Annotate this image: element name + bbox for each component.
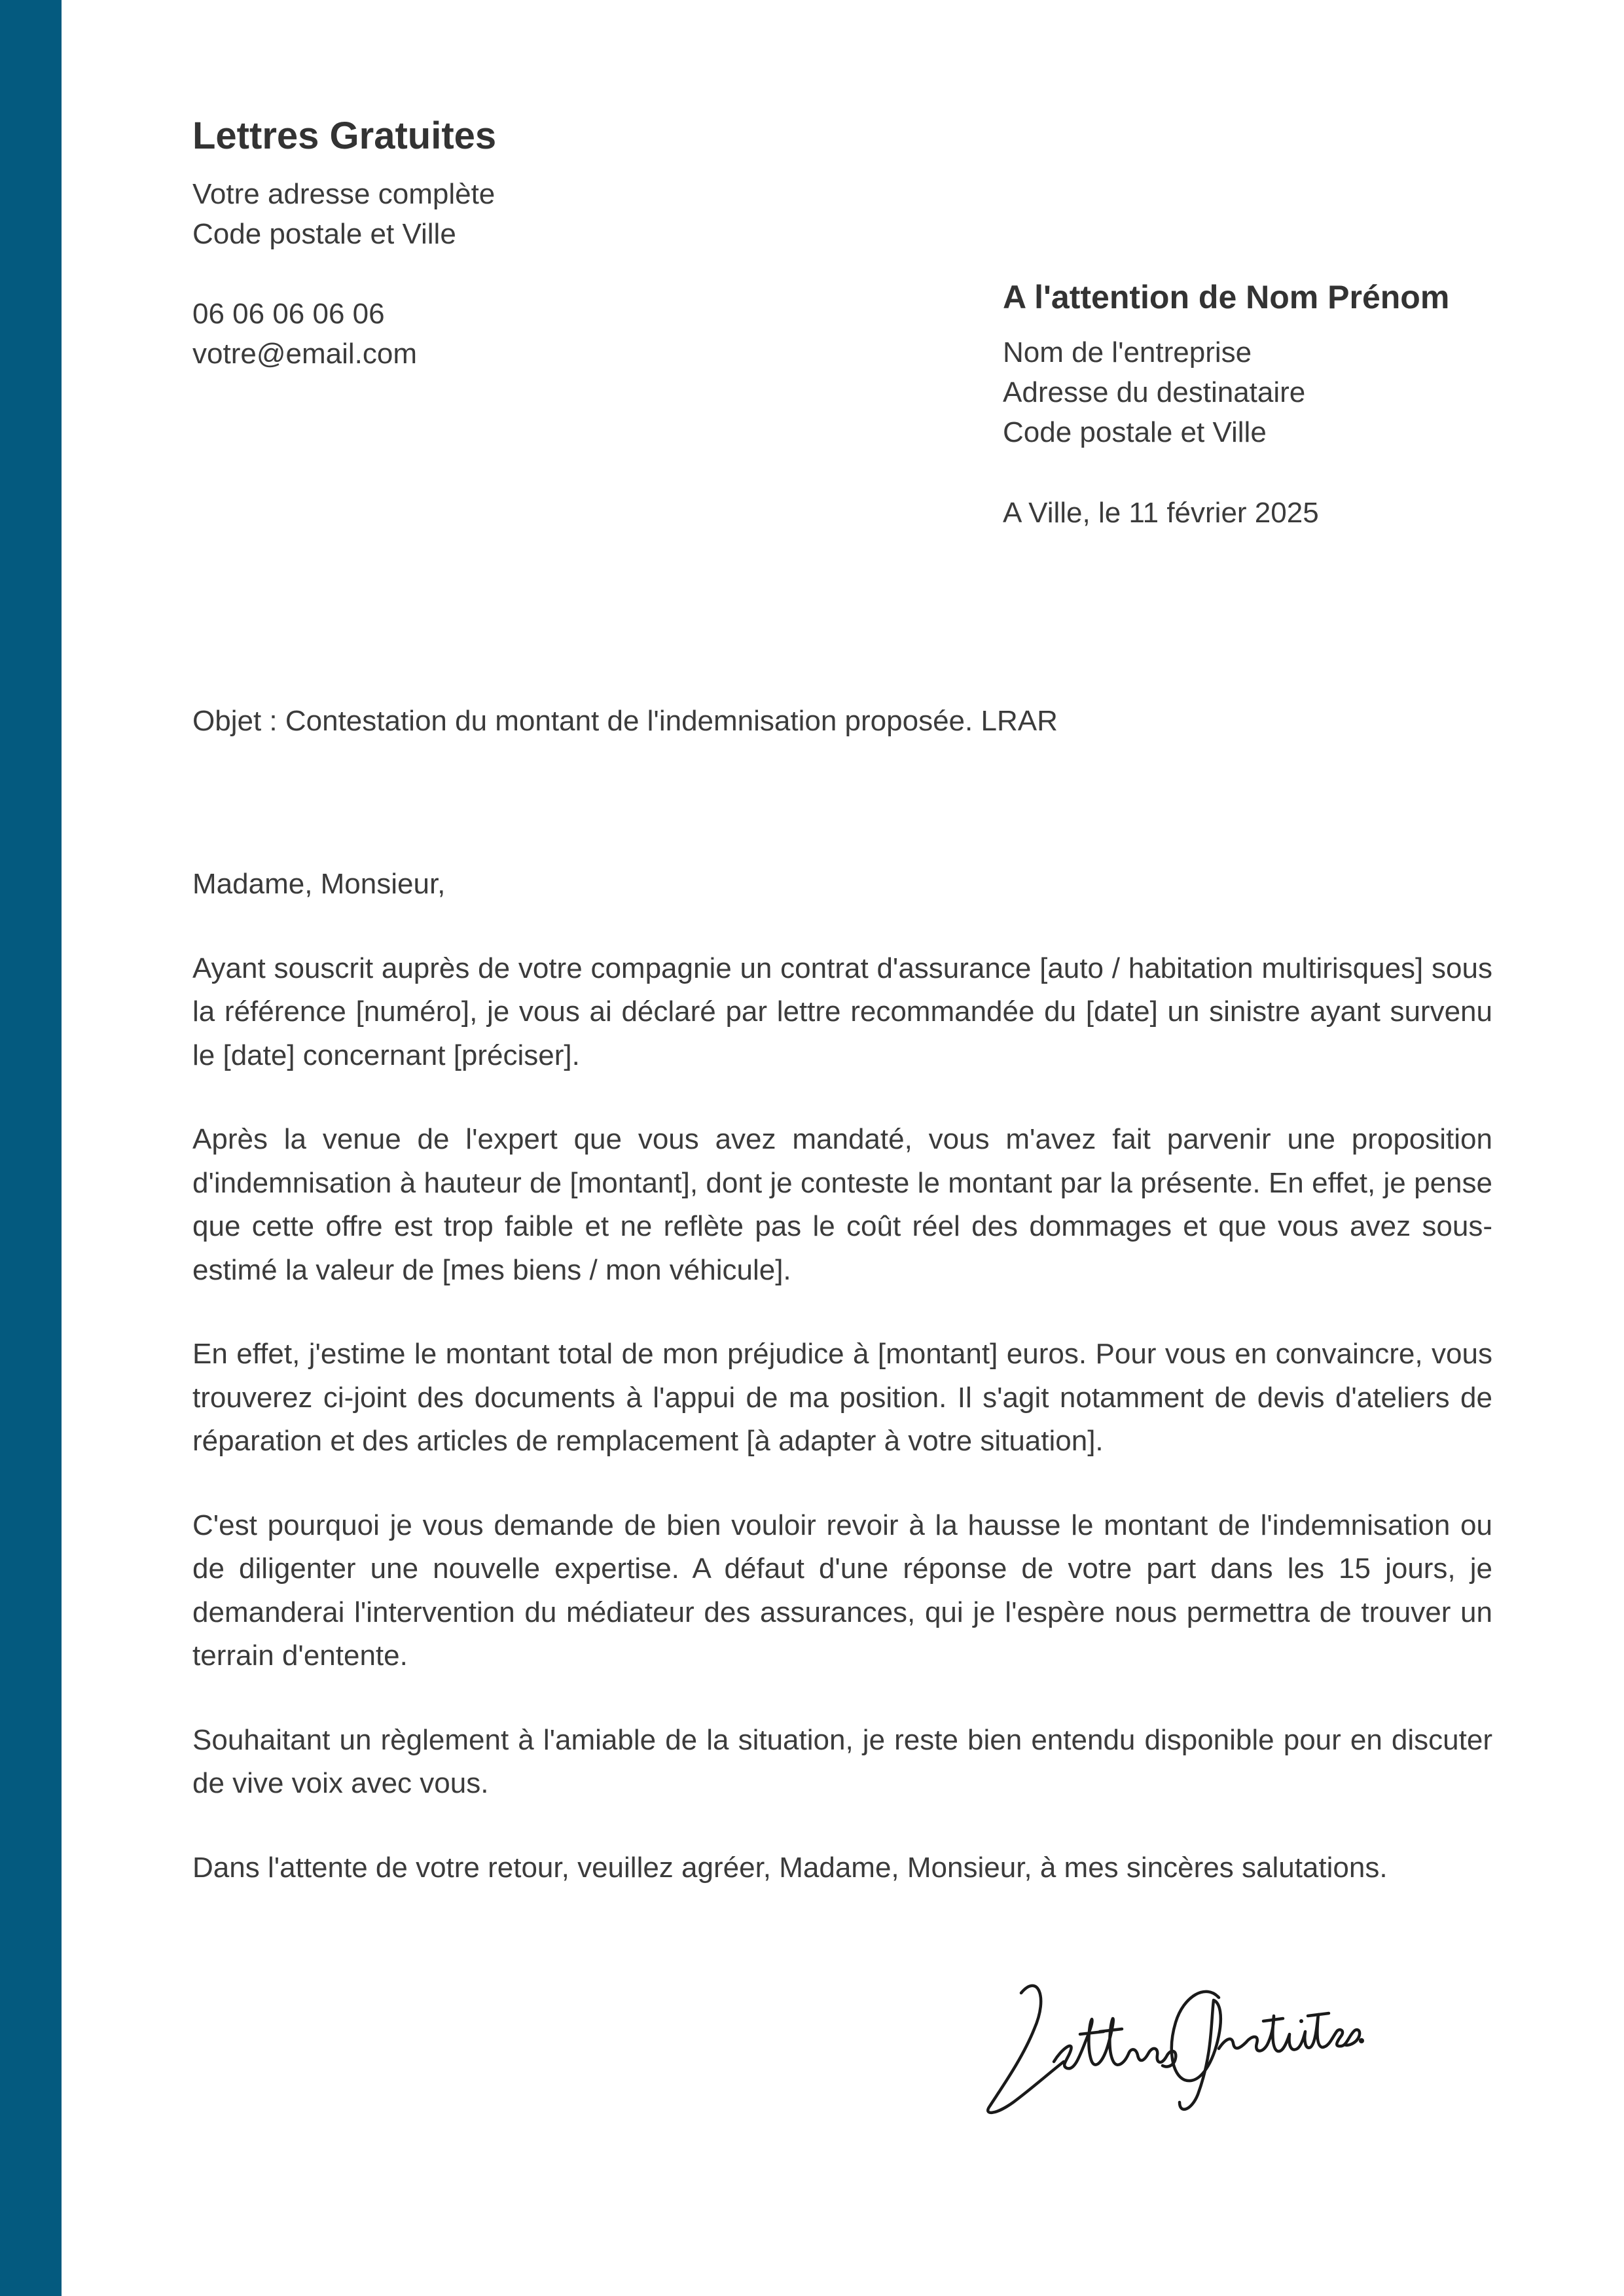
sender-block	[192, 110, 782, 374]
sender-city-line: Code postale et Ville	[192, 218, 456, 250]
sender-name: Lettres Gratuites	[192, 115, 497, 157]
body-paragraph: C'est pourquoi je vous demande de bien vouloir revoir à la hausse le montant de l'indemnisation ou de diligenter une nouvelle expertise. A défaut d'une réponse de votre part dans les 15 jours, je demanderai l'intervention du médiateur des assurances, qui je l'espère nous permettra de trouver un terrain d'entente.	[192, 1509, 1492, 1672]
closing-paragraph: Dans l'attente de votre retour, veuillez agréer, Madame, Monsieur, à mes sincères salutations.	[192, 1851, 1388, 1884]
body-paragraph: En effet, j'estime le montant total de mon préjudice à [montant] euros. Pour vous en convaincre, vous trouverez ci-joint des documents à l'appui de ma position. Il s'agit notamment de devis d'ateliers de réparation et des articles de remplacement [à adapter à votre situation].	[192, 1338, 1492, 1457]
recipient-attention: A l'attention de Nom Prénom	[1003, 279, 1450, 315]
body-paragraph: Souhaitant un règlement à l'amiable de la situation, je reste bien entendu disponible pour en discuter de vive voix avec vous.	[192, 1723, 1492, 1799]
letter-body	[192, 863, 1492, 1930]
sender-email: votre@email.com	[192, 338, 417, 370]
recipient-company: Nom de l'entreprise	[1003, 336, 1252, 368]
salutation: Madame, Monsieur,	[192, 868, 446, 900]
recipient-address	[1003, 332, 1579, 452]
sender-phone: 06 06 06 06 06	[192, 298, 385, 330]
side-color-bar	[0, 0, 62, 2296]
sender-contact	[192, 294, 782, 374]
sender-address	[192, 174, 782, 254]
recipient-city: Code postale et Ville	[1003, 416, 1267, 448]
letter-date: A Ville, le 11 février 2025	[1003, 497, 1319, 529]
letter-subject: Objet : Contestation du montant de l'indemnisation proposée. LRAR	[192, 705, 1058, 737]
handwritten-signature	[975, 1950, 1368, 2121]
sender-address-line: Votre adresse complète	[192, 178, 496, 210]
recipient-street: Adresse du destinataire	[1003, 376, 1306, 408]
body-paragraph: Après la venue de l'expert que vous avez mandaté, vous m'avez fait parvenir une proposition d'indemnisation à hauteur de [montant], dont je conteste le montant par la présente. En effet, je pense que cette offre est trop faible et ne reflète pas le coût réel des dommages et que vous avez sous-estimé la valeur de [mes biens / mon véhicule].	[192, 1123, 1492, 1286]
recipient-block	[1003, 271, 1579, 533]
body-paragraph: Ayant souscrit auprès de votre compagnie un contrat d'assurance [auto / habitation multirisques] sous la référence [numéro], je vous ai déclaré par lettre recommandée du [date] un sinistre ayant survenu le [date] concernant [préciser].	[192, 952, 1492, 1071]
